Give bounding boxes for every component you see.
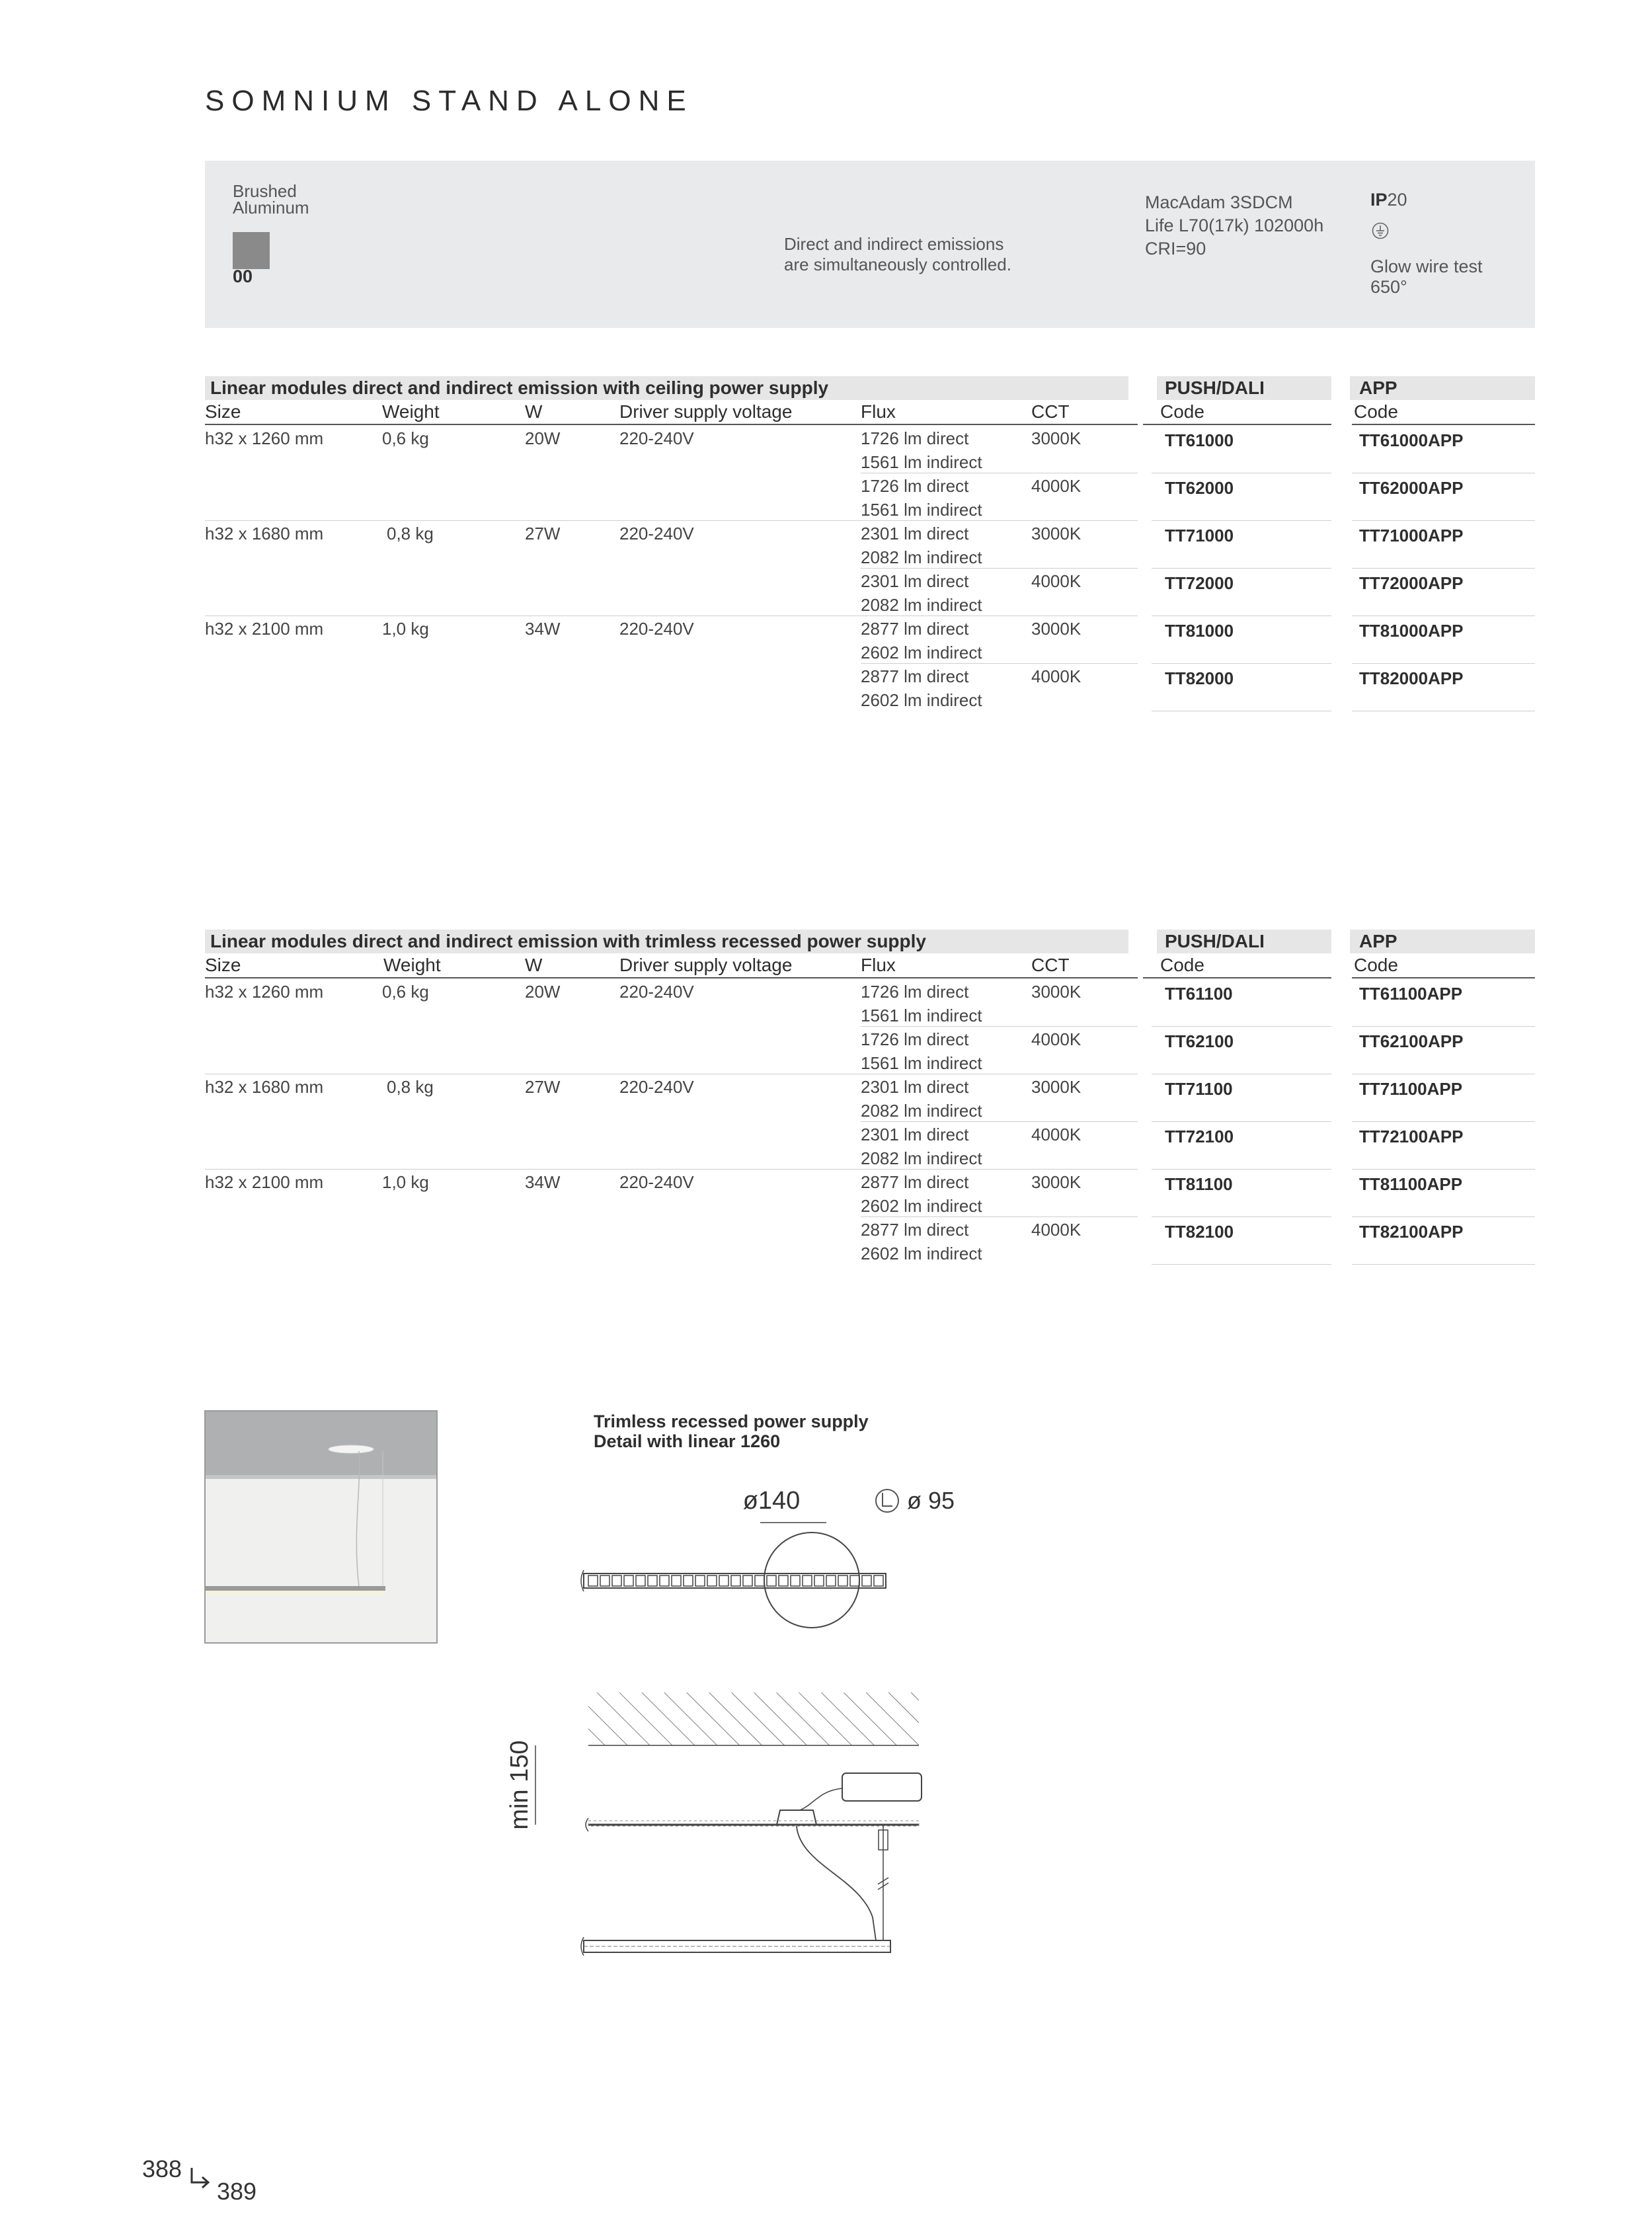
col-size: Size [205,401,241,422]
app-separator [1352,1264,1535,1265]
header-rule [205,424,1138,425]
col-app-code: Code [1354,955,1398,975]
page-number: 388 [142,2155,182,2182]
flux-indirect-cell: 2082 lm indirect [861,547,982,567]
ip-rating [1370,190,1407,210]
app-product-code: TT82100APP [1359,1222,1464,1242]
app-product-code: TT62000APP [1359,478,1464,498]
product-code: TT62100 [1165,1031,1234,1051]
row-separator [861,663,1138,664]
technical-drawing [506,1481,978,1983]
code-separator [1152,1121,1331,1122]
col-weight: Weight [382,401,440,422]
voltage-cell: 220-240V [619,1077,694,1097]
finish-swatch [233,232,270,269]
flux-indirect-cell: 2082 lm indirect [861,595,982,615]
push-dali-header: PUSH/DALI [1165,931,1265,951]
group-separator [205,520,1138,521]
weight-cell: 0,6 kg [382,428,429,448]
product-code: TT72000 [1165,573,1234,593]
header-rule-app [1352,977,1535,978]
col-size: Size [205,955,241,975]
group-separator [205,1169,1138,1170]
product-photo-illustration [206,1412,436,1642]
cct-cell: 4000K [1031,1220,1082,1240]
cut-hole-icon [876,1490,898,1512]
flux-direct-cell: 2301 lm direct [861,571,969,591]
size-cell: h32 x 1680 mm [205,1077,324,1097]
code-separator [1152,1026,1331,1027]
voltage-cell: 220-240V [619,428,694,448]
cct-cell: 3000K [1031,428,1082,448]
flux-direct-cell: 2301 lm direct [861,524,969,543]
flux-indirect-cell: 1561 lm indirect [861,1053,982,1073]
app-product-code: TT72100APP [1359,1127,1464,1146]
glow-line-1: Glow wire test [1370,257,1483,276]
product-photo [204,1410,438,1644]
app-separator [1352,1169,1535,1170]
row-separator [861,1121,1138,1122]
code-separator [1152,568,1331,569]
flux-indirect-cell: 2602 lm indirect [861,643,982,662]
wattage-cell: 27W [525,1077,561,1097]
voltage-cell: 220-240V [619,982,694,1002]
app-separator [1352,520,1535,521]
wattage-cell: 20W [525,982,561,1002]
flux-direct-cell: 1726 lm direct [861,982,969,1002]
flux-indirect-cell: 1561 lm indirect [861,1006,982,1025]
app-product-code: TT71000APP [1359,526,1464,545]
voltage-cell: 220-240V [619,619,694,639]
wattage-cell: 34W [525,1172,561,1192]
weight-cell: 1,0 kg [382,619,429,639]
header-rule-app [1352,424,1535,425]
app-product-code: TT61100APP [1359,984,1463,1004]
detail-caption [594,1412,869,1451]
header-rule-code [1143,977,1331,978]
cct-cell: 3000K [1031,982,1082,1002]
spec-life: Life L70(17k) 102000h [1145,216,1324,235]
flux-indirect-cell: 1561 lm indirect [861,452,982,472]
table-trimless-power-supply [205,930,1535,1273]
flux-direct-cell: 1726 lm direct [861,476,969,496]
col-w: W [525,401,543,422]
outer-diameter-label: ø140 [742,1487,801,1515]
flux-indirect-cell: 2082 lm indirect [861,1101,982,1121]
app-product-code: TT71100APP [1359,1079,1463,1099]
power-cable [797,1826,876,1940]
product-code: TT62000 [1165,478,1234,498]
inner-diameter-label: ø 95 [907,1487,955,1514]
app-separator [1352,1216,1535,1217]
flux-indirect-cell: 2602 lm indirect [861,690,982,710]
flux-indirect-cell: 2602 lm indirect [861,1244,982,1263]
size-cell: h32 x 1260 mm [205,428,324,448]
row-separator [861,568,1138,569]
code-separator [1152,1216,1331,1217]
class-i-earth-icon [1372,222,1389,239]
table-title: Linear modules direct and indirect emission with ceiling power supply [210,378,829,398]
product-info-box [205,161,1535,328]
voltage-cell: 220-240V [619,1172,694,1192]
ip-value: 20 [1387,190,1407,210]
cct-cell: 3000K [1031,1077,1082,1097]
cct-cell: 3000K [1031,524,1082,543]
flux-direct-cell: 2877 lm direct [861,1220,969,1240]
size-cell: h32 x 1680 mm [205,524,324,543]
flux-direct-cell: 2877 lm direct [861,619,969,639]
size-cell: h32 x 1260 mm [205,982,324,1002]
flux-direct-cell: 2877 lm direct [861,1172,969,1192]
app-separator [1352,568,1535,569]
linear-module-side [584,1940,890,1952]
recessed-canopy [777,1810,816,1825]
col-code: Code [1160,955,1204,975]
spec-cri: CRI=90 [1145,239,1206,259]
wattage-cell: 27W [525,524,561,543]
height-dimension-label: min 150 [506,1740,533,1830]
header-rule [205,977,1138,978]
app-product-code: TT81000APP [1359,621,1464,641]
flux-indirect-cell: 2602 lm indirect [861,1196,982,1216]
emission-line-2: are simultaneously controlled. [784,255,1011,274]
emission-note [784,234,1011,275]
size-cell: h32 x 2100 mm [205,619,324,639]
wattage-cell: 34W [525,619,561,639]
finish-code: 00 [233,266,253,286]
flux-indirect-cell: 1561 lm indirect [861,500,982,520]
driver-box [842,1773,922,1801]
product-code: TT82000 [1165,668,1234,688]
cct-cell: 4000K [1031,571,1082,591]
glow-wire-test [1370,257,1483,298]
cct-cell: 4000K [1031,476,1082,496]
flux-direct-cell: 1726 lm direct [861,428,969,448]
emission-line-1: Direct and indirect emissions [784,234,1004,254]
cct-cell: 4000K [1031,1125,1082,1144]
ip-prefix: IP [1370,190,1388,210]
col-driver: Driver supply voltage [619,955,793,975]
app-product-code: TT82000APP [1359,668,1464,688]
voltage-cell: 220-240V [619,524,694,543]
product-code: TT61000 [1165,430,1234,450]
detail-caption-line-1: Trimless recessed power supply [594,1412,869,1431]
finish-name: Brushed Aluminum [233,181,309,218]
weight-cell: 0,8 kg [387,1077,434,1097]
next-page-number: 389 [217,2178,257,2205]
spec-list [1145,191,1323,260]
cct-cell: 3000K [1031,1172,1082,1192]
detail-caption-line-2: Detail with linear 1260 [594,1431,781,1451]
app-product-code: TT62100APP [1359,1031,1464,1051]
col-cct: CCT [1031,955,1070,975]
flux-indirect-cell: 2082 lm indirect [861,1148,982,1168]
product-code: TT81100 [1165,1174,1233,1194]
flux-direct-cell: 2301 lm direct [861,1125,969,1144]
size-cell: h32 x 2100 mm [205,1172,324,1192]
weight-cell: 1,0 kg [382,1172,429,1192]
code-separator [1152,663,1331,664]
ceiling-slab [588,1692,919,1745]
wattage-cell: 20W [525,428,561,448]
spec-macadam: MacAdam 3SDCM [1145,192,1293,212]
cct-cell: 4000K [1031,1029,1082,1049]
app-product-code: TT81100APP [1359,1174,1463,1194]
flux-direct-cell: 2877 lm direct [861,666,969,686]
cct-cell: 4000K [1031,666,1082,686]
app-separator [1352,663,1535,664]
row-separator [861,1216,1138,1217]
weight-cell: 0,8 kg [387,524,434,543]
col-weight: Weight [383,955,441,975]
app-separator [1352,1026,1535,1027]
col-w: W [525,955,543,975]
product-code: TT72100 [1165,1127,1234,1146]
product-code: TT82100 [1165,1222,1234,1242]
col-app-code: Code [1354,401,1398,422]
col-cct: CCT [1031,401,1070,422]
product-code: TT71100 [1165,1079,1233,1099]
glow-line-2: 650° [1370,277,1407,297]
led-segments [588,1575,883,1586]
app-product-code: TT72000APP [1359,573,1464,593]
flux-direct-cell: 1726 lm direct [861,1029,969,1049]
break-mark-ceiling [586,1818,588,1831]
push-dali-header: PUSH/DALI [1165,378,1265,398]
app-header: APP [1359,378,1397,398]
table-title: Linear modules direct and indirect emission with trimless recessed power supply [210,931,926,951]
app-separator [1352,1121,1535,1122]
weight-cell: 0,6 kg [382,982,429,1002]
cct-cell: 3000K [1031,619,1082,639]
header-rule-code [1143,424,1331,425]
page-title: SOMNIUM STAND ALONE [205,85,693,117]
flux-direct-cell: 2301 lm direct [861,1077,969,1097]
col-flux: Flux [861,401,896,422]
app-product-code: TT61000APP [1359,430,1464,450]
col-code: Code [1160,401,1204,422]
app-header: APP [1359,931,1397,951]
next-page-arrow-icon [188,2165,214,2192]
code-separator [1152,1264,1331,1265]
table-ceiling-power-supply [205,376,1535,720]
product-code: TT81000 [1165,621,1234,641]
product-code: TT71000 [1165,526,1234,545]
product-code: TT61100 [1165,984,1233,1004]
code-separator [1152,520,1331,521]
driver-cable [800,1788,842,1810]
code-separator [1152,1169,1331,1170]
row-separator [861,1026,1138,1027]
col-flux: Flux [861,955,896,975]
col-driver: Driver supply voltage [619,401,793,422]
